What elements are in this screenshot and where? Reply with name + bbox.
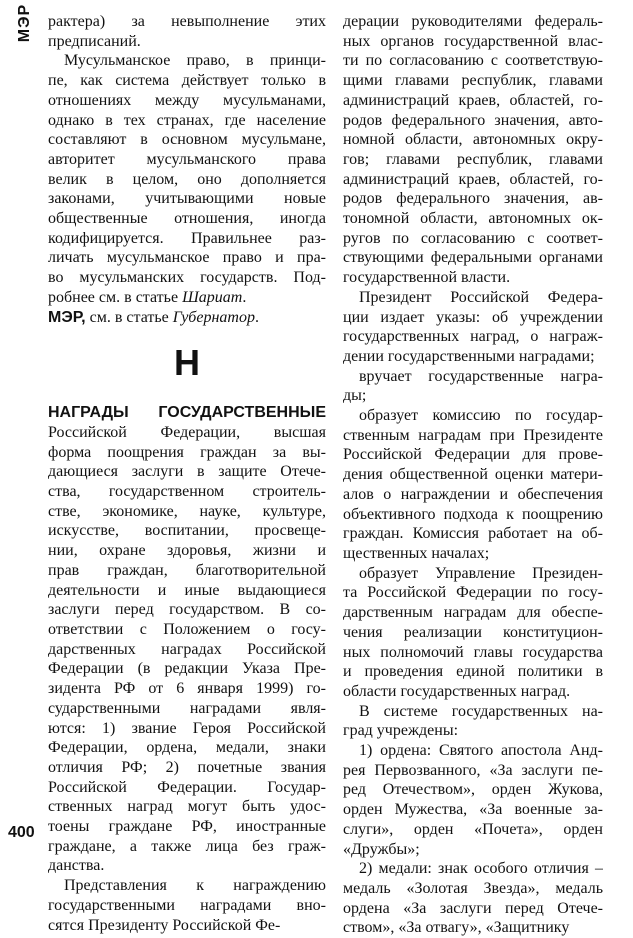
text-line: щими главами республик, главами (343, 72, 603, 90)
text-line: номной области, автономных окру- (343, 131, 603, 149)
text-line: сударственными наградами явля- (48, 699, 326, 717)
running-head: МЭР (16, 3, 34, 43)
text-line: государственных наград, о награж- (343, 328, 603, 346)
text-line: ти по согласованию с соответствую- (343, 52, 603, 70)
text-line: заслуги перед государством. В со- (48, 601, 326, 619)
text-line: вручает государственные награ- (359, 367, 603, 385)
text-line: Мусульманское право, в принци- (64, 52, 326, 70)
text-line: Российской Федерации. Государ- (48, 778, 326, 796)
text-line: ных органов государственной влас- (343, 32, 603, 50)
text-line: личать мусульманское право и пра- (48, 249, 326, 267)
text-line: отличия РФ; 2) почетные звания (48, 758, 326, 776)
shariat-reference-line (48, 288, 326, 308)
text-line: слуги», орден «Почета», орден (343, 820, 603, 838)
text-line: форма поощрения граждан за вы- (48, 443, 326, 461)
text-line: законами, учитывающими новые (48, 190, 326, 208)
mer-headword: МЭР, (48, 308, 86, 326)
text-line: дарственных наградах Российской (48, 640, 326, 658)
text-line: дающиеся заслуги в защите Отече- (48, 463, 326, 481)
shariat-reference-end: . (242, 288, 247, 306)
text-line: государственными наградами вно- (48, 896, 326, 914)
text-line: ственным наградам при Президенте (343, 426, 603, 444)
text-line: ции издает указы: об учреждении (343, 308, 603, 326)
text-line: образует Управление Президен- (359, 564, 603, 582)
text-line: пе, как система действует только в (48, 72, 326, 90)
text-line: сятся Президенту Российской Фе- (48, 916, 281, 934)
right-column (343, 12, 603, 938)
text-line: Федерации (в редакции Указа Пре- (48, 660, 326, 678)
text-line: велик в целом, оно дополняется (48, 170, 326, 188)
governor-link: Губернатор (172, 308, 255, 326)
text-line: ством», «За отвагу», «Защитнику (343, 919, 570, 937)
text-line: зидента РФ от 6 января 1999) го- (48, 680, 326, 698)
page-number: 400 (8, 824, 35, 841)
muslim-law-continuation (48, 12, 326, 288)
text-line: государственной власти. (343, 269, 511, 287)
text-line: 2) медали: знак особого отличия – (359, 860, 603, 878)
text-line: орден Мужества, «За военные за- (343, 801, 603, 819)
text-line: администраций краев, областей, го- (343, 170, 603, 188)
text-line: граждане, а также лица без граж- (48, 837, 326, 855)
text-line: дении государственными наградами; (343, 347, 595, 365)
text-line: 1) ордена: Святого апостола Анд- (359, 742, 603, 760)
text-line: деятельности и иные выдающиеся (48, 581, 326, 599)
text-line: тоены граждане РФ, иностранные (48, 818, 326, 836)
text-line: стве, экономике, науке, культуре, (48, 502, 326, 520)
text-line: родов федерального значения, ав- (343, 190, 603, 208)
text-line: отношениях между мусульманами, (48, 91, 326, 109)
text-line: кодифицируется. Правильнее раз- (48, 229, 326, 247)
text-line: медаль «Золотая Звезда», медаль (343, 879, 603, 897)
text-line: ства, государственном строитель- (48, 483, 326, 501)
text-line: ред Отечеством», орден Жукова, (343, 781, 603, 799)
text-line: «Дружбы»; (343, 840, 420, 858)
mer-entry-end: . (254, 308, 259, 326)
text-line: ются: 1) звание Героя Российской (48, 719, 326, 737)
text-line: родов федерального значения, авто- (343, 111, 603, 129)
text-line: Российской Федерации для прове- (343, 446, 603, 464)
text-line: ответствии с Положением о госу- (48, 620, 326, 638)
text-line: администраций краев, областей, го- (343, 91, 603, 109)
text-line: Представления к награждению (64, 877, 326, 895)
text-line: области государственных наград. (343, 682, 571, 700)
text-line: ды; (343, 387, 367, 405)
text-line: общественные отношения, иногда (48, 210, 326, 228)
shariat-link: Шариат (182, 288, 243, 306)
text-line: та Российской Федерации по госу- (343, 584, 603, 602)
text-line: В системе государственных на- (359, 702, 603, 720)
text-line: алов о награждении и обеспечения (343, 485, 603, 503)
text-line: и проведения единой политики в (343, 663, 603, 681)
text-line: дарственным наградам для обеспе- (343, 604, 603, 622)
text-line: гов; главами республик, главами (343, 150, 603, 168)
nagrady-headword-line (48, 403, 326, 423)
text-line: ственных наград могут быть удос- (48, 798, 326, 816)
text-line: данства. (48, 857, 105, 875)
nagrady-headword: НАГРАДЫ ГОСУДАРСТВЕННЫЕ (48, 404, 326, 422)
text-line: однако в тех странах, где население (48, 111, 326, 129)
text-line: граждан. Комиссия работает на об- (343, 525, 603, 543)
text-line: Российской Федерации, высшая (48, 423, 326, 441)
text-line: составляют в основном мусульмане, (48, 131, 326, 149)
shariat-reference-text: робнее см. в статье (48, 288, 183, 306)
text-line: ругов по согласованию с соответ- (343, 229, 603, 247)
text-line: тономной области, автономных ок- (343, 210, 603, 228)
text-line: объективного подхода к поощрению (343, 505, 603, 523)
text-line: предписаний. (48, 32, 141, 50)
text-line: Федерации, ордена, медали, знаки (48, 739, 326, 757)
mer-entry-text: см. в статье (85, 308, 173, 326)
section-letter: Н (174, 342, 200, 384)
text-line: дерации руководителями федераль- (343, 13, 603, 30)
text-line: ствующими федеральными органами (343, 249, 603, 267)
text-line: дения общественной оценки матери- (343, 466, 603, 484)
nagrady-entry-body (48, 423, 326, 935)
mer-entry-line (48, 308, 326, 328)
text-line: чения реализации конституцион- (343, 623, 603, 641)
text-line: нии, охране здоровья, жизни и (48, 542, 326, 560)
text-line: во мусульманских государств. Под- (48, 269, 326, 287)
text-line: град учреждены: (343, 722, 459, 740)
text-line: образует комиссию по государ- (359, 407, 603, 425)
text-line: рея Первозванного, «За заслуги пе- (343, 761, 603, 779)
text-line: ных полномочий главы государства (343, 643, 603, 661)
text-line: щественных началах; (343, 544, 490, 562)
text-line: ордена «За заслуги перед Отече- (343, 899, 603, 917)
left-column (48, 12, 326, 935)
text-line: искусстве, воспитании, просвеще- (48, 522, 326, 540)
text-line: Президент Российской Федера- (359, 288, 603, 306)
text-line: рактера) за невыполнение этих (48, 13, 326, 30)
text-line: авторитет мусульманского права (48, 150, 326, 168)
nagrady-entry-continuation (343, 12, 603, 938)
text-line: прав граждан, благотворительной (48, 561, 326, 579)
